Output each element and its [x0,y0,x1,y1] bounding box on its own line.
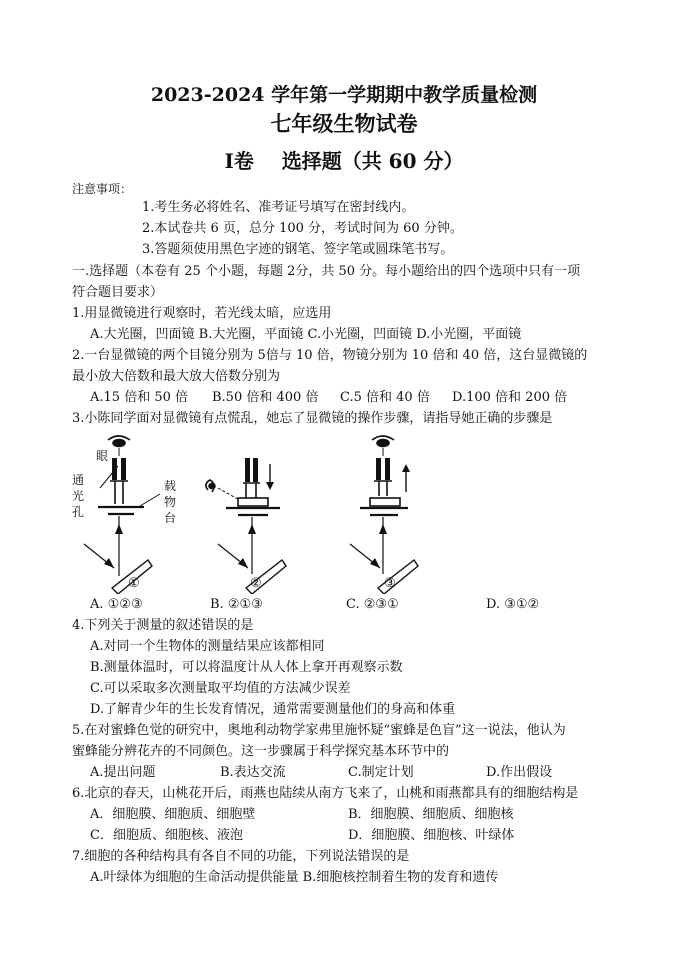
figure-label-2: ② [250,576,262,591]
q4-option-d: D.了解青少年的生长发育情况，通常需要测量他们的身高和体重 [90,702,456,717]
label-stage: 物 [164,495,177,509]
q3-option-b: B. ②①③ [210,597,263,612]
label-light-hole: 通 [72,473,85,487]
exam-title: 2023-2024 学年第一学期期中教学质量检测 [150,84,538,106]
q4-option-b: B.测量体温时，可以将温度计从人体上拿开再观察示数 [90,660,403,675]
q6-option-c: C．细胞质、细胞核、液泡 [90,828,243,843]
q5-option-d: D.作出假设 [486,765,553,780]
q2-stem-cont: 最小放大倍数和最大放大倍数分别为 [72,369,281,384]
q3-option-c: C. ②③① [346,597,399,612]
q2-option-c: C.5 倍和 40 倍 [340,390,430,405]
label-stage: 台 [164,511,177,525]
q6-option-d: D．细胞膜、细胞核、叶绿体 [348,828,515,843]
q6-option-a: A．细胞膜、细胞质、细胞壁 [90,807,256,822]
microscope-figure [60,428,460,594]
microscope-diagram-2 [206,458,286,594]
note-item: 2.本试卷共 6 页，总分 100 分，考试时间为 60 分钟。 [142,221,463,236]
figure-label-3: ③ [384,576,396,591]
microscope-diagram-3 [350,436,418,594]
q1-stem: 1.用显微镜进行观察时，若光线太暗，应选用 [72,306,332,321]
q3-option-d: D. ③①② [486,597,540,612]
q4-option-c: C.可以采取多次测量取平均值的方法减少误差 [90,681,351,696]
label-light-hole: 光 [72,489,85,503]
q4-stem: 4.下列关于测量的叙述错误的是 [72,618,254,633]
part1-instructions-cont: 符合题目要求） [72,285,164,300]
label-stage: 载 [164,479,177,493]
note-item: 1.考生务必将姓名、准考证号填写在密封线内。 [142,200,415,215]
q7-options: A.叶绿体为细胞的生命活动提供能量 B.细胞核控制着生物的发育和遗传 [90,870,499,885]
q7-stem: 7.细胞的各种结构具有各自不同的功能，下列说法错误的是 [72,849,410,864]
exam-subtitle: 七年级生物试卷 [270,111,418,136]
q2-option-b: B.50 倍和 400 倍 [212,390,319,405]
q5-option-b: B.表达交流 [220,765,286,780]
q5-stem: 5.在对蜜蜂色觉的研究中，奥地利动物学家弗里施怀疑“蜜蜂是色盲”这一说法，他认为 [72,723,566,738]
notes-heading: 注意事项： [72,182,133,196]
section-title: Ⅰ卷 选择题（共 60 分） [224,149,464,173]
q5-option-c: C.制定计划 [348,765,414,780]
part1-instructions: 一.选择题（本卷有 25 个小题，每题 2分，共 50 分。每小题给出的四个选项中只有一项 [72,264,581,279]
label-eye: 眼 [96,449,109,463]
q4-option-a: A.对同一个生物体的测量结果应该都相同 [90,639,325,654]
figure-label-1: ① [128,576,140,591]
q2-option-d: D.100 倍和 200 倍 [452,390,568,405]
label-light-hole: 孔 [72,505,85,519]
q2-stem: 2.一台显微镜的两个目镜分别为 5倍与 10 倍，物镜分别为 10 倍和 40 倍，这台显微镜的 [72,348,588,363]
note-item: 3.答题须使用黑色字迹的钢笔、签字笔或圆珠笔书写。 [142,242,454,257]
q6-stem: 6.北京的春天，山桃花开后，雨燕也陆续从南方飞来了，山桃和雨燕都具有的细胞结构是 [72,786,579,801]
q3-option-a: A. ①②③ [90,597,143,612]
q3-stem: 3.小陈同学面对显微镜有点慌乱，她忘了显微镜的操作步骤，请指导她正确的步骤是 [72,411,553,426]
q5-option-a: A.提出问题 [90,765,156,780]
q6-option-b: B．细胞膜、细胞质、细胞核 [348,807,514,822]
q5-stem-cont: 蜜蜂能分辨花卉的不同颜色。这一步骤属于科学探究基本环节中的 [72,744,450,759]
q1-options: A.大光圈，凹面镜 B.大光圈，平面镜 C.小光圈，凹面镜 D.小光圈，平面镜 [90,327,522,342]
q2-option-a: A.15 倍和 50 倍 [90,390,189,405]
